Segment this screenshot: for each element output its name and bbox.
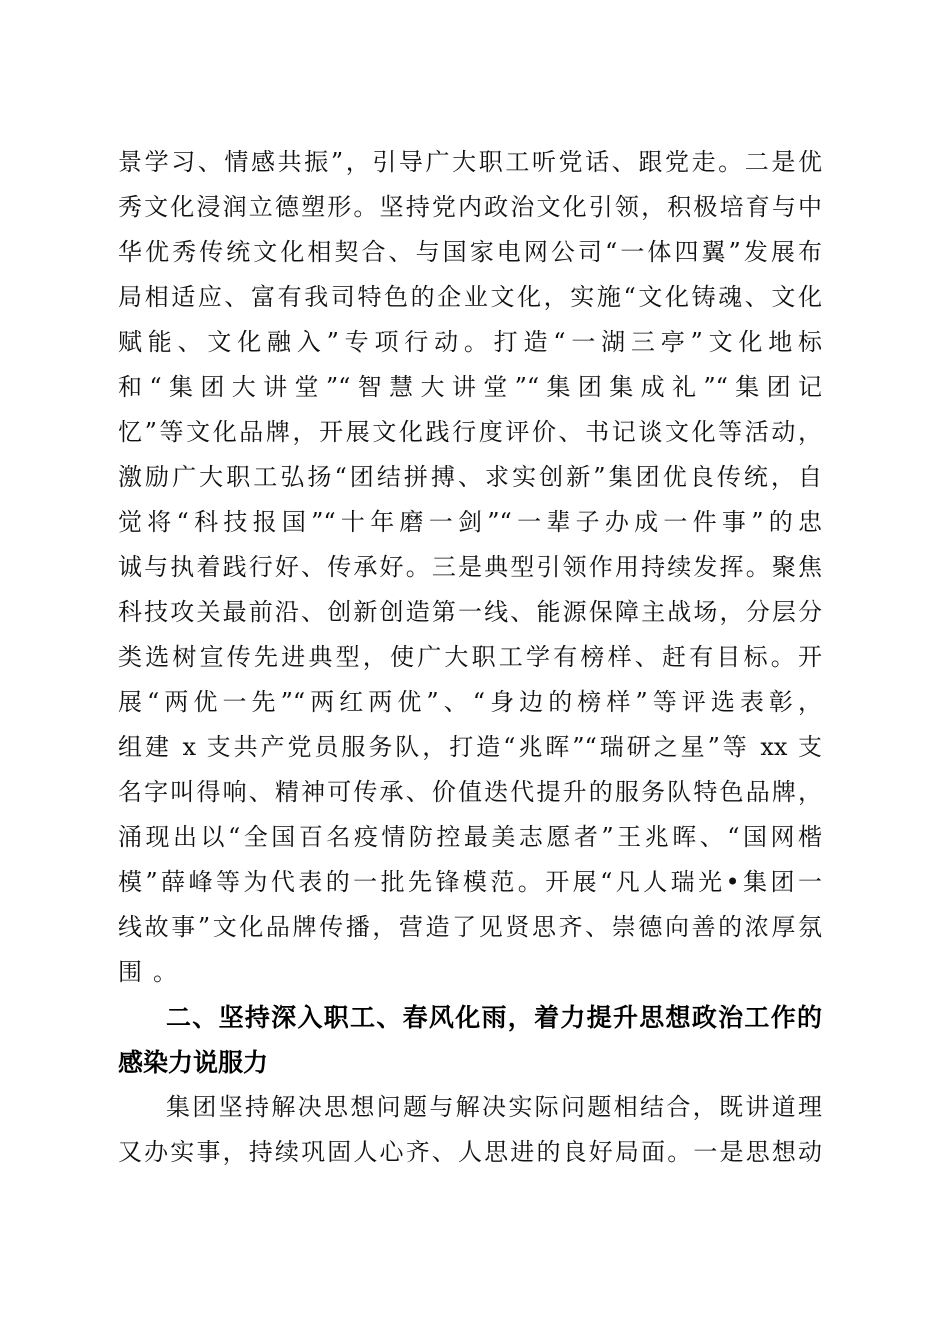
text-line: 涌现出以“全国百名疫情防控最美志愿者”王兆晖、“国网楷 <box>118 823 822 851</box>
section-heading <box>118 995 822 1085</box>
text-line: 觉将“科技报国”“十年磨一剑”“一辈子办成一件事”的忠 <box>118 508 822 536</box>
text-line: 秀文化浸润立德塑形。坚持党内政治文化引领，积极培育与中 <box>118 193 822 221</box>
text-line: 模”薛峰等为代表的一批先锋模范。开展“凡人瑞光•集团一 <box>118 868 822 896</box>
heading-line: 感染力说服力 <box>118 1048 269 1077</box>
text-line: 景学习、情感共振”，引导广大职工听党话、跟党走。二是优 <box>118 148 822 176</box>
text-line: 局相适应、富有我司特色的企业文化，实施“文化铸魂、文化 <box>118 283 822 311</box>
text-line: 围。 <box>118 958 188 986</box>
text-line: 激励广大职工弘扬“团结拼搏、求实创新”集团优良传统，自 <box>118 463 822 491</box>
text-line: 和“集团大讲堂”“智慧大讲堂”“集团集成礼”“集团记 <box>118 373 822 401</box>
text-line: 组建 x 支共产党员服务队，打造“兆晖”“瑞研之星”等 xx 支 <box>118 733 822 761</box>
text-line: 华优秀传统文化相契合、与国家电网公司“一体四翼”发展布 <box>118 238 822 266</box>
document-body <box>118 140 822 1175</box>
text-line: 科技攻关最前沿、创新创造第一线、能源保障主战场，分层分 <box>118 598 822 626</box>
text-line: 又办实事，持续巩固人心齐、人思进的良好局面。一是思想动 <box>118 1138 822 1166</box>
text-line: 展“两优一先”“两红两优”、“身边的榜样”等评选表彰， <box>118 688 822 716</box>
text-line: 集团坚持解决思想问题与解决实际问题相结合，既讲道理 <box>166 1093 822 1121</box>
text-line: 名字叫得响、精神可传承、价值迭代提升的服务队特色品牌， <box>118 778 822 806</box>
text-line: 忆”等文化品牌，开展文化践行度评价、书记谈文化等活动， <box>118 418 822 446</box>
text-line: 赋能、文化融入”专项行动。打造“一湖三亭”文化地标 <box>118 328 822 356</box>
text-line: 线故事”文化品牌传播，营造了见贤思齐、崇德向善的浓厚氛 <box>118 913 822 941</box>
text-line: 类选树宣传先进典型，使广大职工学有榜样、赶有目标。开 <box>118 643 822 671</box>
heading-line: 二、坚持深入职工、春风化雨，着力提升思想政治工作的 <box>166 1003 822 1032</box>
body-paragraph <box>118 140 822 995</box>
text-line: 诚与执着践行好、传承好。三是典型引领作用持续发挥。聚焦 <box>118 553 822 581</box>
body-paragraph <box>118 1085 822 1175</box>
